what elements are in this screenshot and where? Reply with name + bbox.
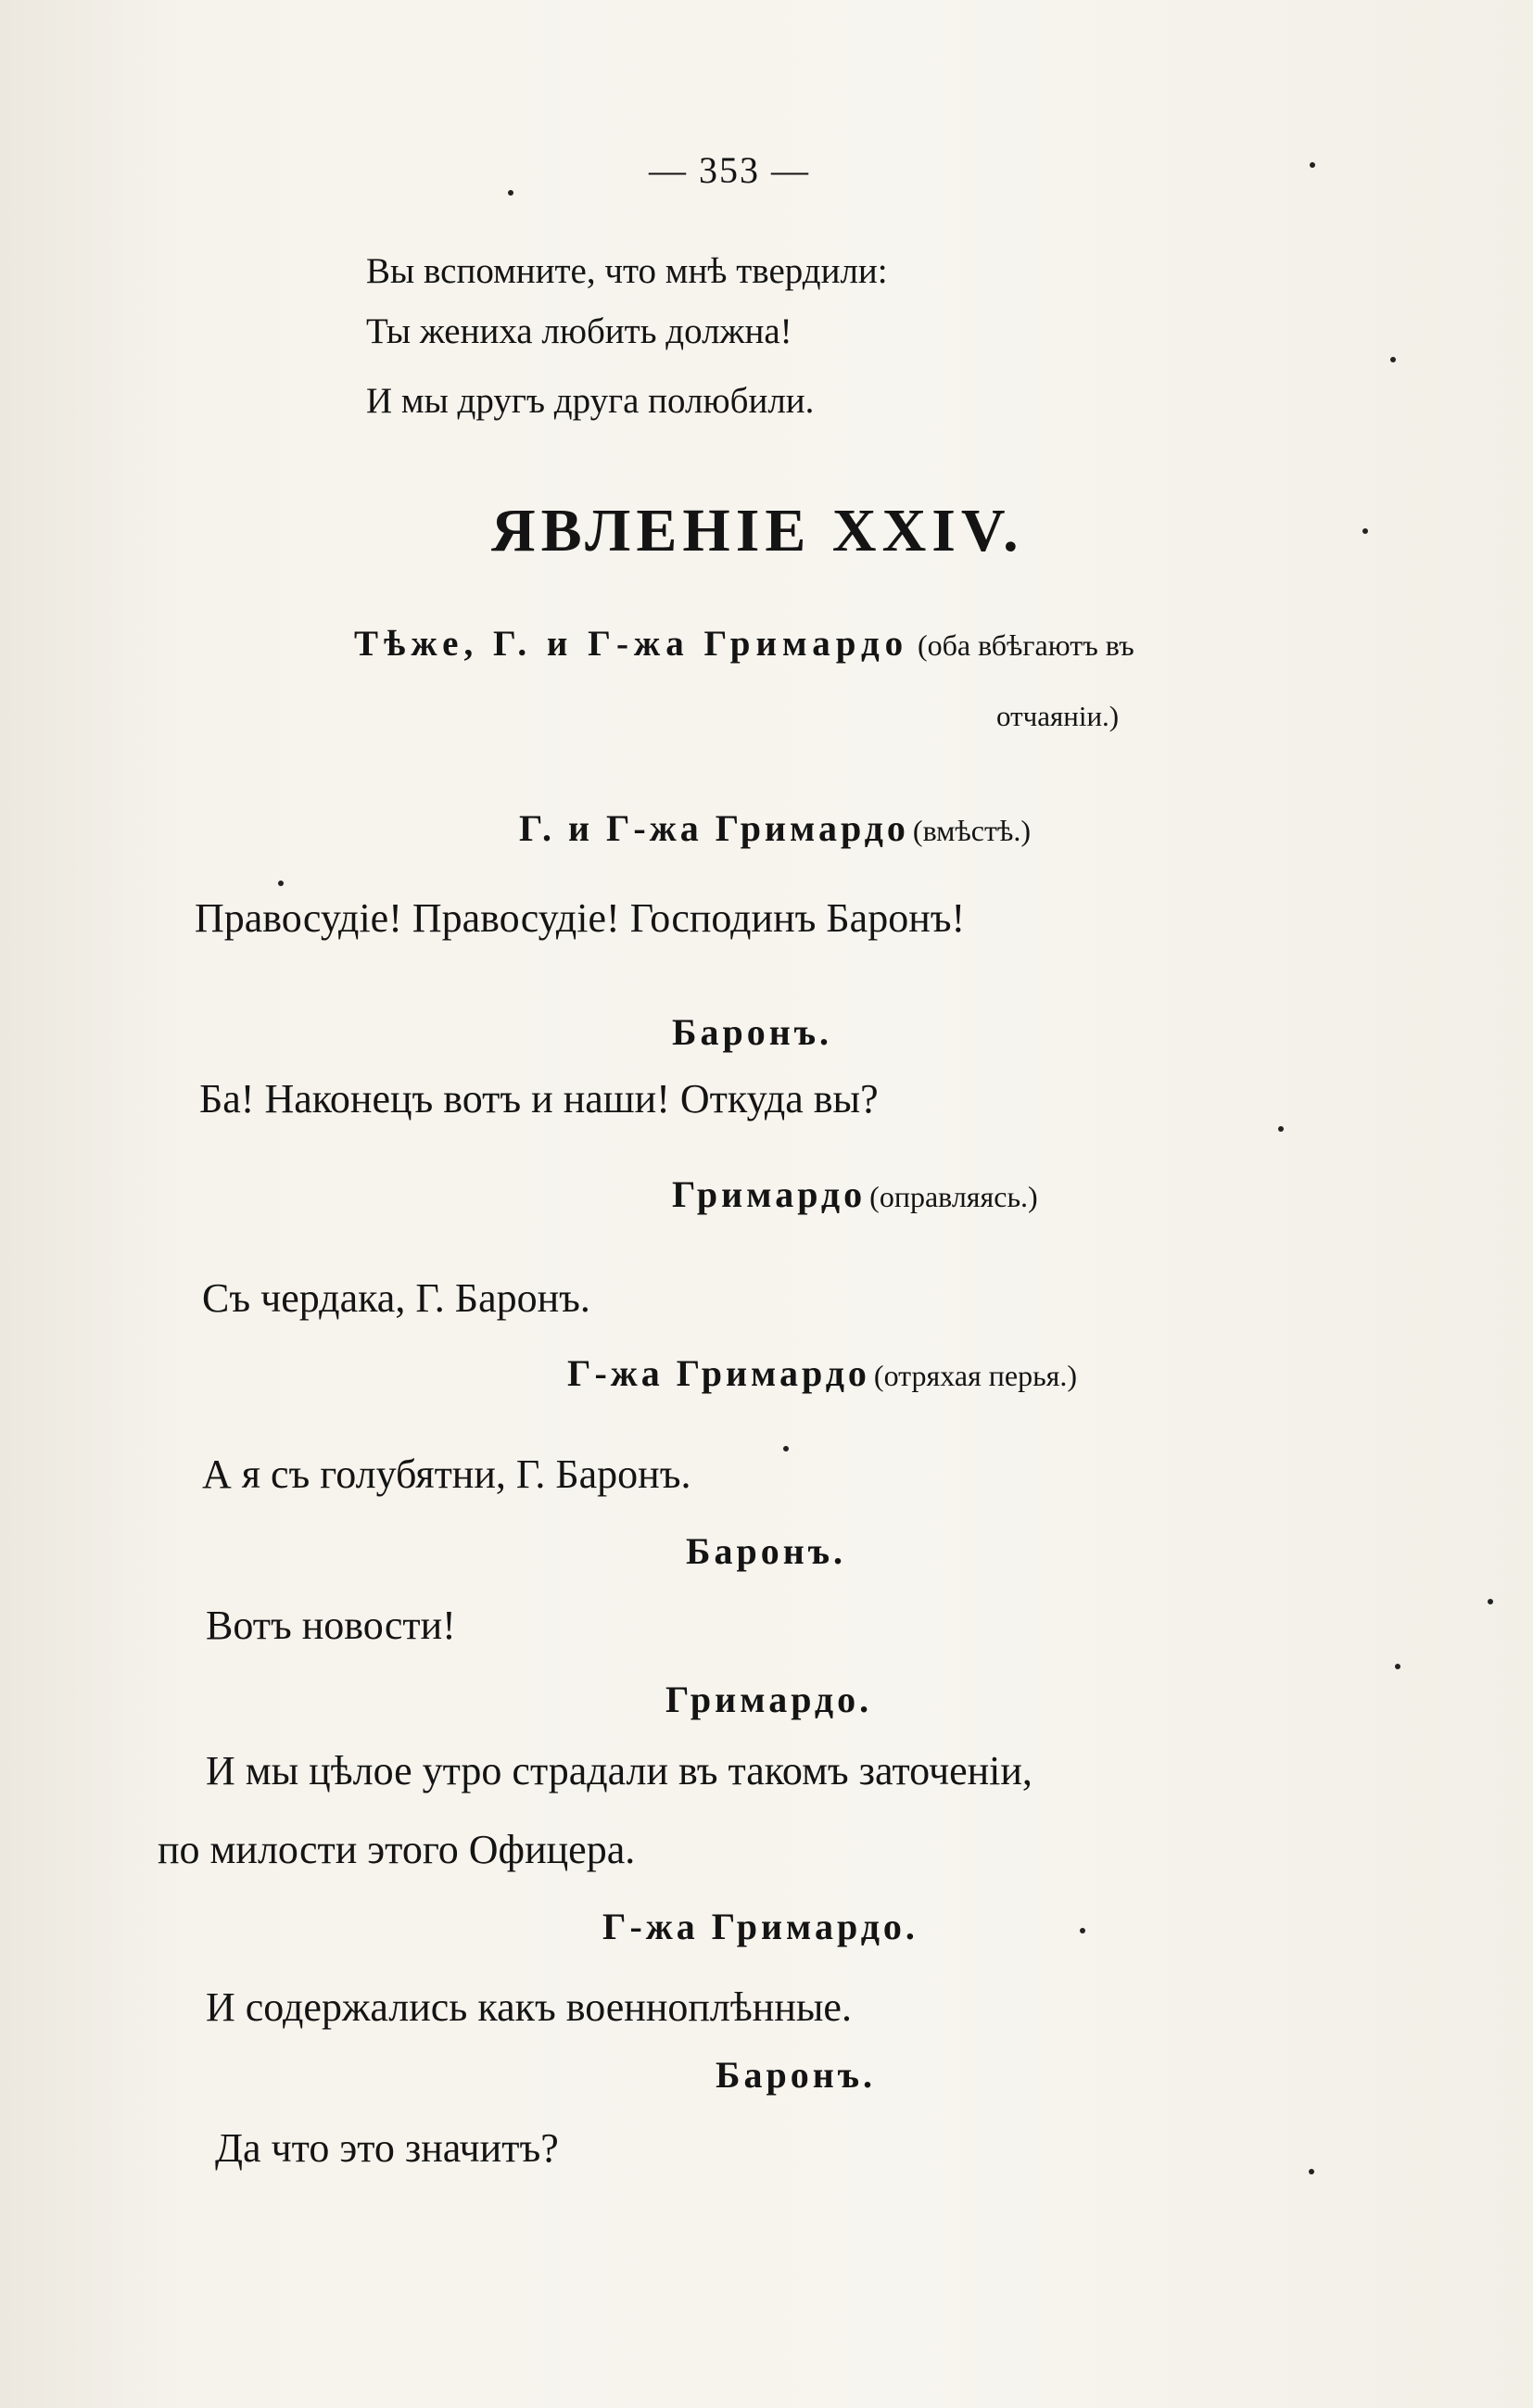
dialogue-line: Съ чердака, Г. Баронъ.	[202, 1275, 590, 1321]
speaker-name: Баронъ.	[686, 1530, 847, 1572]
speaker-note: (оправляясь.)	[869, 1180, 1038, 1213]
print-speck	[508, 190, 513, 196]
print-speck	[1362, 528, 1368, 534]
speaker-heading	[686, 1529, 846, 1573]
dialogue-line: А я съ голубятни, Г. Баронъ.	[202, 1451, 691, 1497]
print-speck	[1278, 1126, 1284, 1132]
scene-title: ЯВЛЕНIЕ XXIV.	[491, 497, 1024, 564]
speaker-heading	[602, 1905, 919, 1948]
speaker-name: Баронъ.	[716, 2054, 877, 2096]
speaker-name: Г. и Г-жа Гримардо	[519, 807, 909, 849]
dialogue-line: по милости этого Офицера.	[158, 1827, 636, 1872]
speaker-name: Гримардо	[672, 1173, 867, 1215]
speaker-heading	[519, 806, 1031, 850]
speaker-name: Г-жа Гримардо.	[602, 1906, 919, 1947]
speaker-name: Гримардо.	[665, 1679, 873, 1720]
speaker-heading	[665, 1678, 872, 1721]
dialogue-line: Вотъ новости!	[206, 1603, 456, 1648]
print-speck	[1390, 357, 1396, 362]
page-number: — 353 —	[649, 149, 810, 191]
print-speck	[1488, 1599, 1493, 1604]
speaker-heading	[672, 1172, 1038, 1216]
dialogue-line: Ба! Наконецъ вотъ и наши! Откуда вы?	[199, 1076, 879, 1122]
stage-direction	[354, 623, 1134, 665]
verse-line: И мы другъ друга полюбили.	[366, 381, 815, 421]
print-speck	[1080, 1928, 1085, 1933]
print-speck	[278, 881, 284, 886]
print-speck	[1309, 2169, 1314, 2174]
print-speck	[1395, 1664, 1400, 1669]
stage-characters: Тѣже, Г. и Г-жа Гримардо	[354, 624, 909, 664]
print-speck	[1310, 162, 1315, 168]
speaker-name: Г-жа Гримардо	[567, 1352, 870, 1394]
speaker-name: Баронъ.	[672, 1011, 833, 1053]
verse-line: Вы вспомните, что мнѣ твердили:	[366, 251, 888, 291]
dialogue-line: И содержались какъ военноплѣнные.	[206, 1984, 852, 2030]
speaker-heading	[672, 1010, 832, 1054]
speaker-heading	[567, 1351, 1077, 1395]
dialogue-line: Да что это значитъ?	[215, 2125, 559, 2171]
speaker-heading	[716, 2053, 876, 2097]
verse-line: Ты жениха любить должна!	[366, 311, 792, 351]
dialogue-line: И мы цѣлое утро страдали въ такомъ заточеніи,	[206, 1748, 1033, 1793]
print-speck	[783, 1446, 789, 1451]
stage-note-continued: отчаяніи.)	[996, 700, 1120, 732]
stage-note: (оба вбѣгаютъ въ	[917, 628, 1134, 662]
speaker-note: (вмѣстѣ.)	[912, 814, 1031, 847]
speaker-note: (отряхая перья.)	[873, 1359, 1078, 1392]
dialogue-line: Правосудіе! Правосудіе! Господинъ Баронъ!	[195, 895, 966, 941]
